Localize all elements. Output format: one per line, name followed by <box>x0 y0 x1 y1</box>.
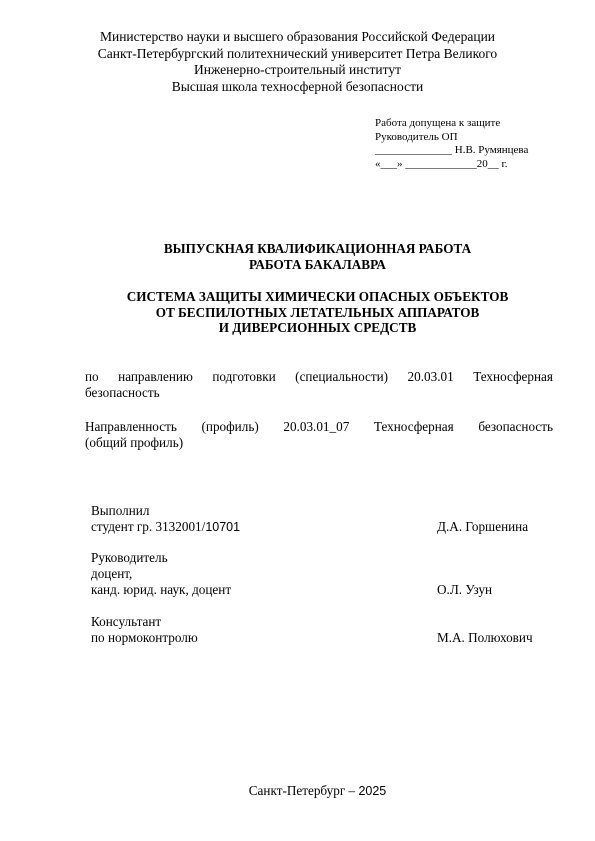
approval-signature: ______________ Н.В. Румянцева <box>375 144 529 156</box>
supervisor-degree: канд. юрид. наук, доцент <box>91 582 232 597</box>
study-profile <box>85 419 553 451</box>
performer-group-suffix: 10701 <box>205 520 241 534</box>
topic-line-2: ОТ БЕСПИЛОТНЫХ ЛЕТАТЕЛЬНЫХ АППАРАТОВ <box>155 304 480 320</box>
study-direction-line-1: по направлению подготовки (специальности) 20.03.01 Техносферная <box>85 369 553 384</box>
performer-name: Д.А. Горшенина <box>437 519 529 534</box>
topic-line-1: СИСТЕМА ЗАЩИТЫ ХИМИЧЕСКИ ОПАСНЫХ ОБЪЕКТОВ <box>126 289 509 304</box>
consultant-role: Консультант <box>91 614 162 629</box>
supervisor-name: О.Л. Узун <box>437 582 493 597</box>
study-direction-line-2: безопасность <box>85 385 160 400</box>
city-year <box>0 783 595 799</box>
work-topic <box>0 289 595 336</box>
consultant-area-row <box>91 630 551 646</box>
supervisor-role: Руководитель <box>91 550 168 565</box>
performer-role: Выполнил <box>91 503 150 518</box>
institute-line: Инженерно-строительный институт <box>194 62 401 77</box>
performer-block <box>91 503 551 535</box>
supervisor-degree-row <box>91 582 551 598</box>
approval-head: Руководитель ОП <box>375 130 458 143</box>
consultant-name: М.А. Полюхович <box>437 630 533 645</box>
organization-header <box>0 29 595 95</box>
approval-block <box>375 117 528 171</box>
topic-line-3: И ДИВЕРСИОННЫХ СРЕДСТВ <box>218 320 417 335</box>
footer-year: 2025 <box>358 784 387 798</box>
approval-date: «___» _____________20__ г. <box>375 157 508 170</box>
work-title <box>0 241 595 272</box>
work-type-line: ВЫПУСКНАЯ КВАЛИФИКАЦИОННАЯ РАБОТА <box>163 241 472 256</box>
study-direction <box>85 369 553 401</box>
study-profile-line-2: (общий профиль) <box>85 435 184 450</box>
work-degree-line: РАБОТА БАКАЛАВРА <box>249 256 386 272</box>
study-profile-line-1: Направленность (профиль) 20.03.01_07 Техносферная безопасность <box>85 419 553 434</box>
performer-position: студент гр. 3132001/ <box>91 519 206 534</box>
ministry-line: Министерство науки и высшего образования Российской Федерации <box>99 29 496 44</box>
footer-city: Санкт-Петербург – <box>248 783 359 798</box>
university-line: Санкт-Петербургский политехнический университет Петра Великого <box>97 45 498 61</box>
consultant-block <box>91 614 551 646</box>
consultant-area: по нормоконтролю <box>91 630 198 645</box>
performer-position-row <box>91 519 551 535</box>
supervisor-block <box>91 550 551 598</box>
school-line: Высшая школа техносферной безопасности <box>171 78 424 94</box>
approval-admitted: Работа допущена к защите <box>375 117 501 129</box>
supervisor-title: доцент, <box>91 566 133 581</box>
